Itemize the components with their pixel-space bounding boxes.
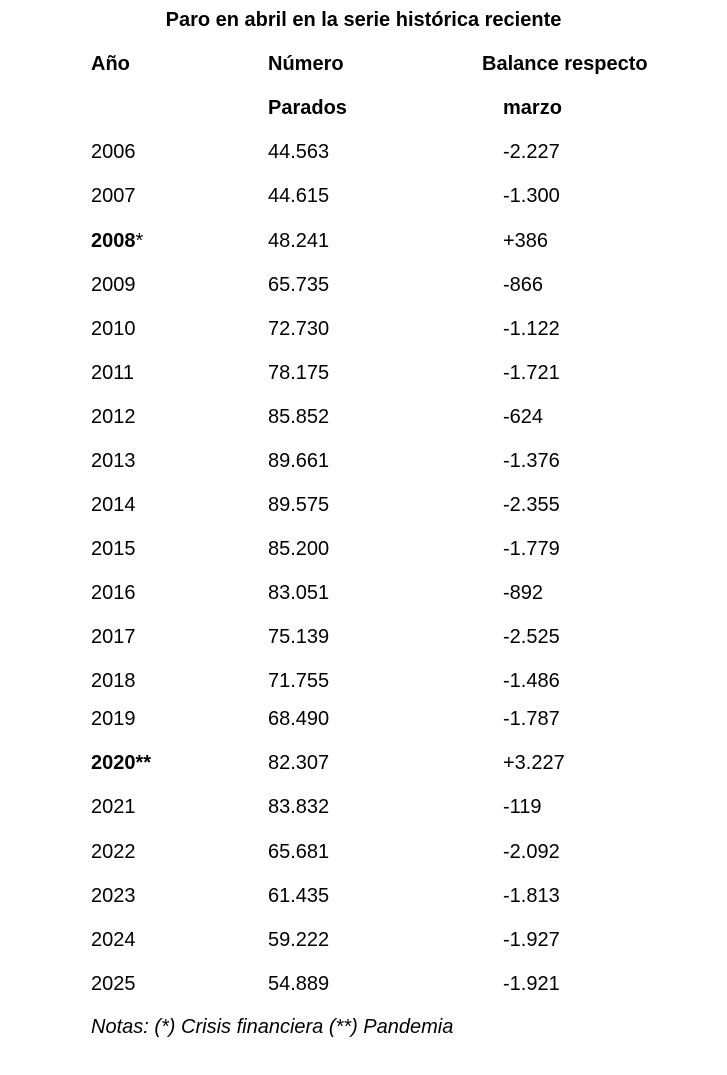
balance-cell: -892 [503,582,544,604]
parados-cell: 44.615 [268,185,330,207]
year-value: 2022 [91,841,136,863]
balance-cell: -866 [503,274,544,296]
balance-cell: -2.227 [503,141,560,163]
parados-cell: 83.051 [268,582,330,604]
balance-cell: -1.779 [503,538,560,560]
year-cell [91,793,136,821]
table-row [0,970,727,998]
year-cell [91,926,136,954]
year-value: 2008 [91,230,136,252]
balance-cell: -1.787 [503,708,560,730]
table-row [0,447,727,475]
table-row [0,623,727,651]
table-row [0,138,727,166]
notes-text: : (*) Crisis financiera (**) Pandemia [143,1016,454,1038]
balance-cell: -1.921 [503,973,560,995]
balance-cell: -2.092 [503,841,560,863]
header-balance: Balance respecto [482,53,648,75]
year-value: 2021 [91,796,136,818]
table-title: Paro en abril en la serie histórica reciente [165,9,562,31]
balance-cell: +386 [503,230,549,252]
parados-cell: 61.435 [268,885,330,907]
year-value: 2016 [91,582,136,604]
parados-cell: 59.222 [268,929,330,951]
year-cell [91,403,136,431]
year-value: 2007 [91,185,136,207]
table-row [0,579,727,607]
header-year: Año [91,53,130,75]
year-value: 2014 [91,494,136,516]
parados-cell: 85.852 [268,406,330,428]
parados-cell: 72.730 [268,318,330,340]
balance-cell: -624 [503,406,544,428]
year-value: 2010 [91,318,136,340]
table-row [0,315,727,343]
table-row [0,182,727,210]
balance-cell: -1.927 [503,929,560,951]
year-cell [91,623,136,651]
parados-cell: 82.307 [268,752,330,774]
table-row [0,491,727,519]
year-value: 2025 [91,973,136,995]
year-value: 2011 [91,362,135,384]
table-row [0,227,727,255]
year-cell [91,315,136,343]
year-cell [91,182,136,210]
parados-cell: 68.490 [268,708,330,730]
year-value: 2013 [91,450,136,472]
year-value: 2012 [91,406,136,428]
year-value: 2023 [91,885,136,907]
balance-cell: -1.486 [503,670,560,692]
year-value: 2006 [91,141,136,163]
parados-cell: 65.735 [268,274,330,296]
table-row [0,403,727,431]
year-value: 2020 [91,752,136,774]
balance-cell: -1.721 [503,362,560,384]
notes [91,1013,453,1041]
parados-cell: 78.175 [268,362,330,384]
table-row [0,705,727,733]
year-cell [91,535,136,563]
header-parados: Parados [268,97,347,119]
year-value: 2009 [91,274,136,296]
balance-cell: -119 [503,796,542,818]
balance-cell: -2.525 [503,626,560,648]
year-cell [91,579,136,607]
table-row [0,926,727,954]
notes-label: Notas [91,1016,144,1038]
parados-cell: 48.241 [268,230,330,252]
table-row [0,667,727,695]
year-footnote-mark: * [135,230,144,252]
parados-cell: 75.139 [268,626,330,648]
year-footnote-mark: ** [135,752,152,774]
year-cell [91,271,136,299]
year-value: 2024 [91,929,136,951]
header-marzo: marzo [503,97,562,119]
year-value: 2018 [91,670,136,692]
year-cell [91,359,134,387]
balance-cell: -1.122 [503,318,560,340]
table-row [0,838,727,866]
year-cell [91,227,143,255]
parados-cell: 44.563 [268,141,330,163]
parados-cell: 65.681 [268,841,330,863]
year-cell [91,970,136,998]
year-cell [91,749,151,777]
year-value: 2019 [91,708,136,730]
year-value: 2017 [91,626,136,648]
year-cell [91,667,136,695]
table-row [0,749,727,777]
year-cell [91,491,136,519]
balance-cell: -1.300 [503,185,560,207]
parados-cell: 89.575 [268,494,330,516]
table-row [0,359,727,387]
year-value: 2015 [91,538,136,560]
balance-cell: -2.355 [503,494,560,516]
table-row [0,535,727,563]
year-cell [91,705,136,733]
header-number: Número [268,53,344,75]
balance-cell: -1.376 [503,450,560,472]
year-cell [91,138,136,166]
table-row [0,793,727,821]
parados-cell: 85.200 [268,538,330,560]
table-row [0,271,727,299]
parados-cell: 54.889 [268,973,330,995]
balance-cell: +3.227 [503,752,565,774]
table-row [0,882,727,910]
parados-cell: 89.661 [268,450,330,472]
balance-cell: -1.813 [503,885,560,907]
year-cell [91,838,136,866]
year-cell [91,447,136,475]
year-cell [91,882,136,910]
parados-cell: 83.832 [268,796,330,818]
parados-cell: 71.755 [268,670,330,692]
